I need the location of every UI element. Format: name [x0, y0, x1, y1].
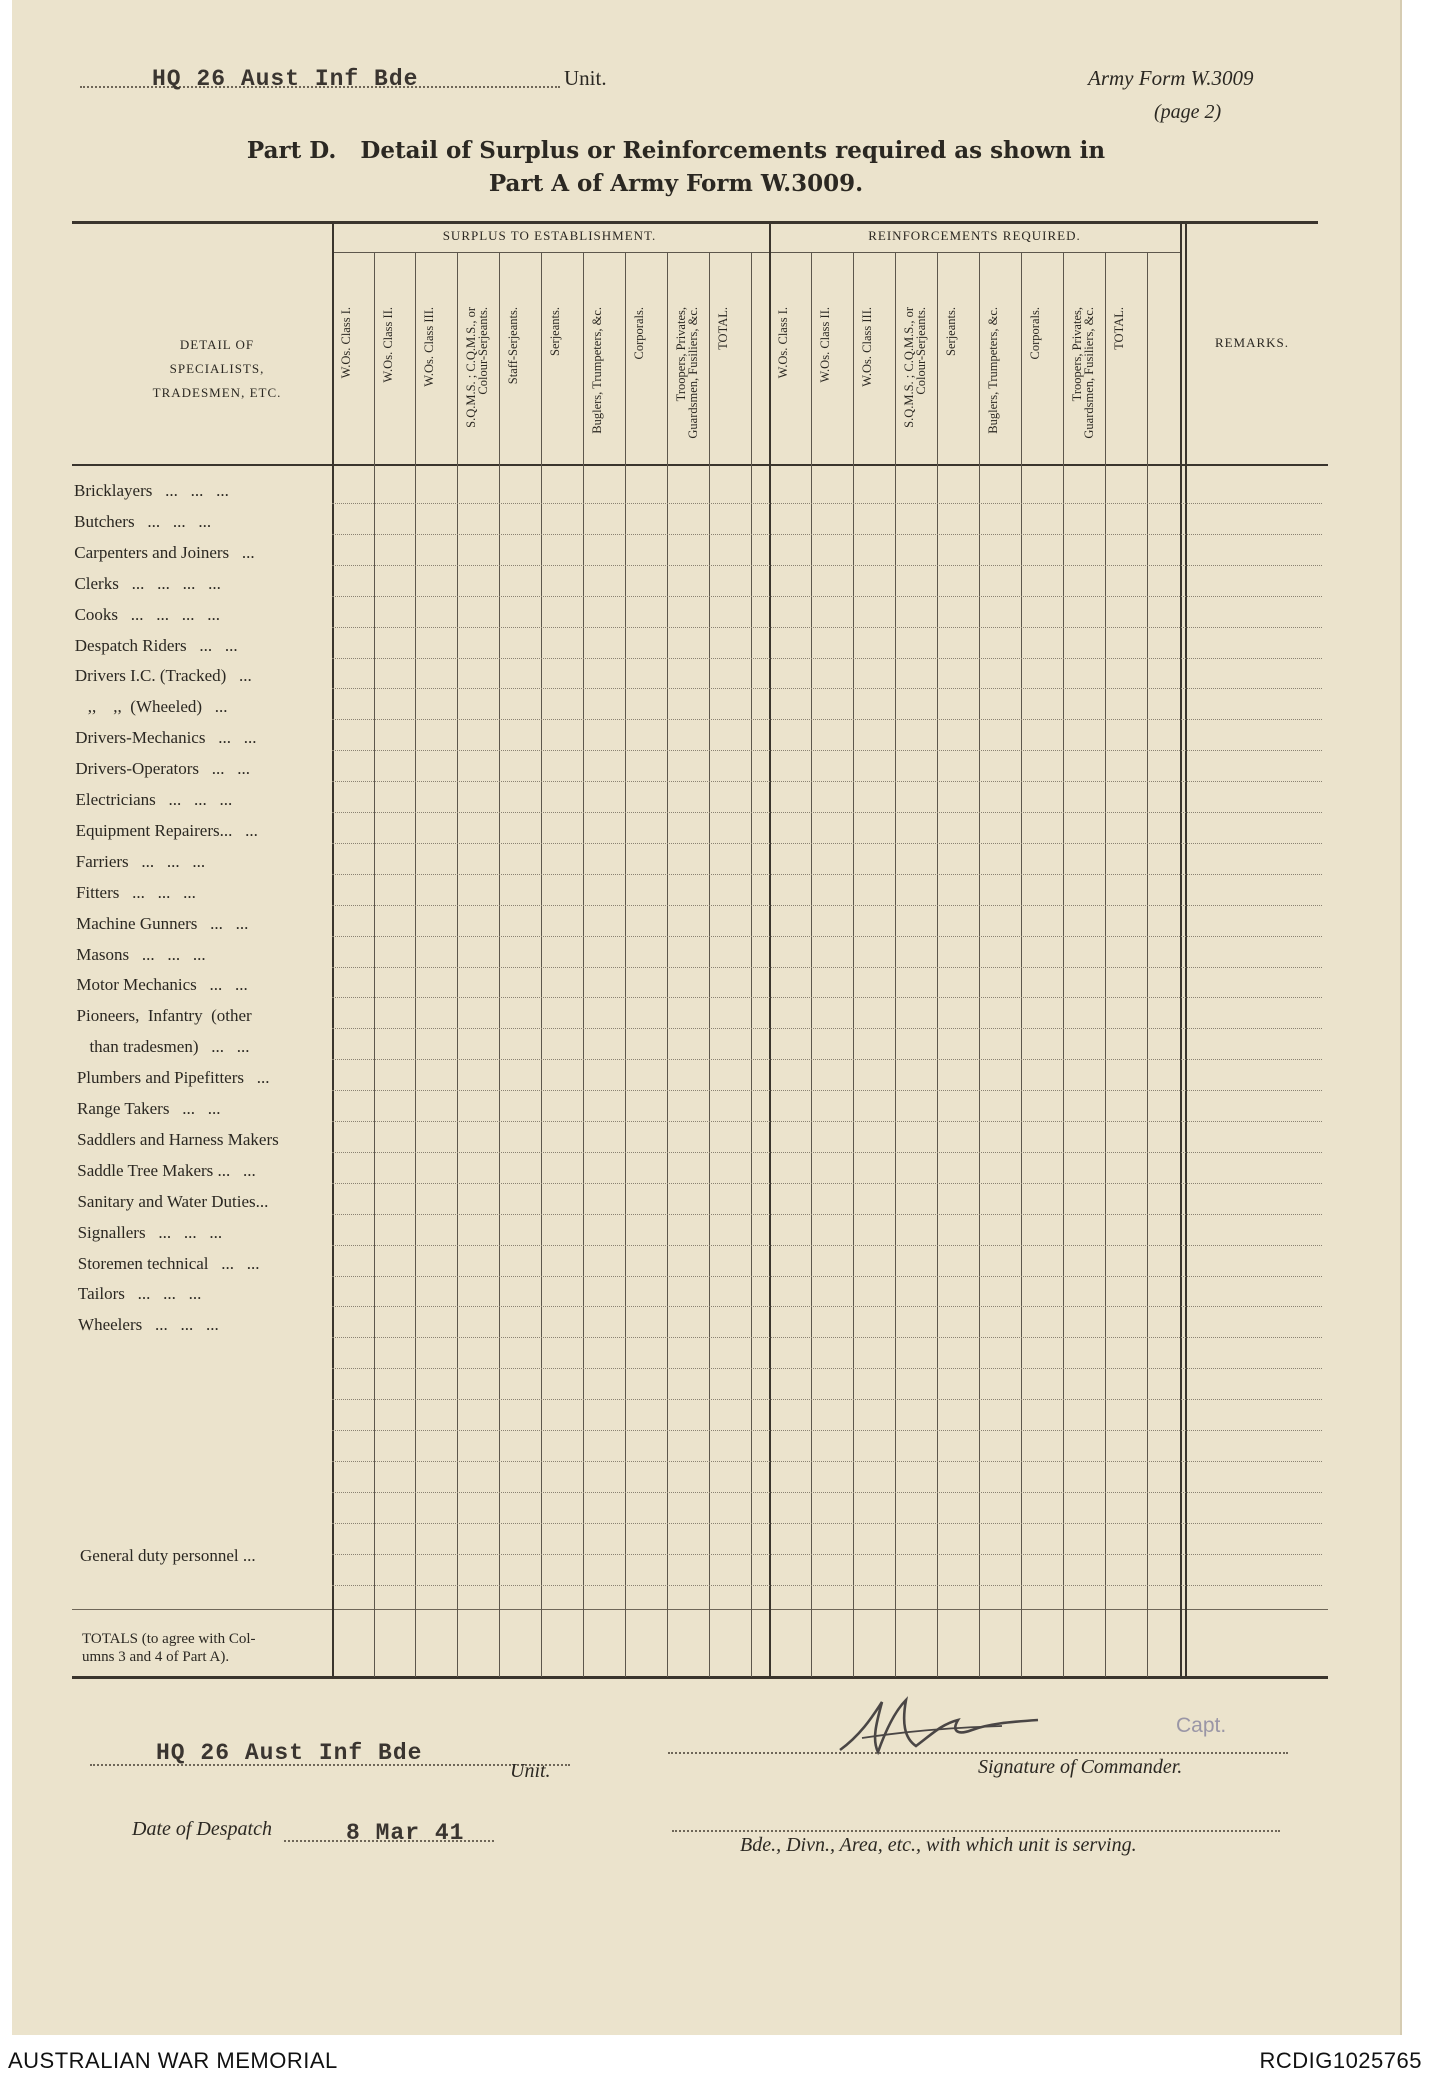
surplus-col-header-4: Staff-Serjeants.: [506, 307, 520, 385]
surplus-column-line-3: [499, 252, 500, 1677]
row-label: Signallers ... ... ...: [77, 1223, 223, 1242]
surplus-column-line-4: [541, 252, 542, 1677]
unit-value: HQ 26 Aust Inf Bde: [152, 66, 419, 92]
row-dotted-line: [332, 1245, 1322, 1246]
row-label: Saddlers and Harness Makers: [77, 1130, 279, 1149]
table-top-rule: [72, 221, 1318, 224]
row-label: Sanitary and Water Duties...: [77, 1192, 269, 1211]
form-sheet: [12, 0, 1402, 2035]
totals-label-2: umns 3 and 4 of Part A).: [82, 1649, 230, 1665]
reinforcement-col-header-4: Serjeants.: [944, 307, 958, 356]
unit-label: Unit.: [564, 66, 607, 90]
totals-label-1: TOTALS (to agree with Col-: [82, 1631, 256, 1647]
row-dotted-line: [332, 1523, 1322, 1524]
reinforcement-column-line-2: [895, 252, 896, 1677]
surplus-column-line-6: [625, 252, 626, 1677]
date-value: 8 Mar 41: [346, 1820, 465, 1846]
reinforcement-column-line-6: [1063, 252, 1064, 1677]
row-label: Pioneers, Infantry (other: [76, 1006, 252, 1025]
surplus-column-line-5: [583, 252, 584, 1677]
row-dotted-line: [332, 1090, 1322, 1091]
row-dotted-line: [332, 1461, 1322, 1462]
detail-header: DETAIL OF SPECIALISTS, TRADESMEN, ETC.: [152, 337, 282, 400]
row-label: Fitters ... ... ...: [75, 883, 196, 902]
row-label: Carpenters and Joiners ...: [74, 543, 255, 562]
row-label: Machine Gunners ... ...: [76, 914, 249, 933]
surplus-column-line-0: [374, 252, 375, 1677]
title-line-2: Part A of Army Form W.3009.: [488, 170, 864, 197]
row-label: Electricians ... ... ...: [75, 790, 233, 809]
row-label: Tailors ... ... ...: [77, 1284, 202, 1303]
row-dotted-line: [332, 967, 1322, 968]
reinforcement-col-header-8: TOTAL.: [1112, 307, 1126, 350]
surplus-col-header-8: Troopers, Privates, Guardsmen, Fusiliers, &c.: [674, 307, 700, 439]
reinforcement-col-header-7: Troopers, Privates, Guardsmen, Fusiliers, &c.: [1070, 307, 1096, 439]
date-label: Date of Despatch: [132, 1818, 272, 1840]
row-dotted-line: [332, 936, 1322, 937]
form-name: Army Form W.3009: [1088, 66, 1254, 90]
surplus-col-header-9: TOTAL.: [716, 307, 730, 350]
row-label: Masons ... ... ...: [76, 945, 206, 964]
row-label: Despatch Riders ... ...: [74, 636, 238, 655]
row-dotted-line: [332, 565, 1322, 566]
reinforcement-column-line-5: [1021, 252, 1022, 1677]
major-column-line-0: [332, 221, 334, 1677]
row-label: Butchers ... ... ...: [74, 512, 212, 531]
remarks-header: REMARKS.: [1214, 335, 1290, 350]
row-label: Bricklayers ... ... ...: [74, 481, 229, 500]
row-dotted-line: [332, 781, 1322, 782]
surplus-col-header-6: Buglers, Trumpeters, &c.: [590, 307, 604, 434]
row-label: Saddle Tree Makers ... ...: [77, 1161, 256, 1180]
reinforcement-col-header-2: W.Os. Class III.: [860, 307, 874, 387]
row-dotted-line: [332, 1337, 1322, 1338]
row-dotted-line: [332, 1585, 1322, 1586]
row-dotted-line: [332, 503, 1322, 504]
row-dotted-line: [332, 1214, 1322, 1215]
table-bottom-rule: [72, 1676, 1328, 1679]
row-dotted-line: [332, 843, 1322, 844]
row-dotted-line: [332, 905, 1322, 906]
reinforcement-col-header-0: W.Os. Class I.: [776, 307, 790, 379]
row-dotted-line: [332, 1368, 1322, 1369]
reinforcement-column-line-1: [853, 252, 854, 1677]
surplus-col-header-3: S.Q.M.S. ; C.Q.M.S., or Colour-Serjeants.: [464, 307, 490, 428]
surplus-col-header-1: W.Os. Class II.: [381, 307, 395, 383]
row-dotted-line: [332, 1276, 1322, 1277]
surplus-col-header-2: W.Os. Class III.: [422, 307, 436, 387]
row-dotted-line: [332, 627, 1322, 628]
row-label: Storemen technical ... ...: [77, 1254, 260, 1273]
surplus-total-line: [751, 252, 752, 1677]
archive-credit: AUSTRALIAN WAR MEMORIAL: [8, 2048, 338, 2073]
reinforcement-column-line-0: [811, 252, 812, 1677]
reinforcement-column-line-7: [1105, 252, 1106, 1677]
reinforcement-col-header-3: S.Q.M.S. ; C.Q.M.S., or Colour-Serjeants.: [902, 307, 928, 428]
row-dotted-line: [332, 997, 1322, 998]
general-duty-label: General duty personnel ...: [80, 1546, 256, 1565]
surplus-header: SURPLUS TO ESTABLISHMENT.: [442, 228, 657, 243]
signature-rank-stamp: Capt.: [1176, 1714, 1227, 1737]
row-label: Equipment Repairers... ...: [75, 821, 258, 840]
serving-dotline: [672, 1830, 1280, 1832]
row-label: Plumbers and Pipefitters ...: [76, 1068, 270, 1087]
reinforcement-column-line-4: [979, 252, 980, 1677]
detail-table: [72, 221, 1328, 1679]
major-column-line-1: [769, 221, 771, 1677]
row-dotted-line: [332, 1152, 1322, 1153]
row-dotted-line: [332, 1028, 1322, 1029]
footer-unit-value: HQ 26 Aust Inf Bde: [156, 1740, 423, 1766]
row-dotted-line: [332, 688, 1322, 689]
group-header-rule: [332, 252, 1180, 253]
row-dotted-line: [332, 1554, 1322, 1555]
row-label: Drivers-Operators ... ...: [75, 759, 251, 778]
surplus-col-header-0: W.Os. Class I.: [339, 307, 353, 379]
reinforcement-total-line: [1147, 252, 1148, 1677]
row-label: Clerks ... ... ... ...: [74, 574, 221, 593]
title-line-1: Part D. Detail of Surplus or Reinforcements required as shown in: [246, 137, 1106, 164]
row-label: Motor Mechanics ... ...: [76, 975, 248, 994]
commander-signature: [832, 1694, 1052, 1764]
row-label: Drivers-Mechanics ... ...: [75, 728, 257, 747]
row-label: Range Takers ... ...: [77, 1099, 221, 1118]
row-dotted-line: [332, 596, 1322, 597]
footer-unit-label: Unit.: [510, 1760, 551, 1782]
row-dotted-line: [332, 750, 1322, 751]
surplus-col-header-5: Serjeants.: [548, 307, 562, 356]
row-dotted-line: [332, 1492, 1322, 1493]
surplus-column-line-7: [667, 252, 668, 1677]
serving-label: Bde., Divn., Area, etc., with which unit is serving.: [740, 1834, 1137, 1856]
row-dotted-line: [332, 1306, 1322, 1307]
surplus-column-line-1: [415, 252, 416, 1677]
reinforcement-col-header-6: Corporals.: [1028, 307, 1042, 360]
row-dotted-line: [332, 1430, 1322, 1431]
surplus-column-line-8: [709, 252, 710, 1677]
reinforcements-header: REINFORCEMENTS REQUIRED.: [868, 228, 1081, 243]
row-label: Cooks ... ... ... ...: [74, 605, 221, 624]
row-label: Drivers I.C. (Tracked) ...: [74, 666, 252, 685]
page-number: (page 2): [1154, 101, 1222, 123]
major-column-line-3: [1185, 221, 1187, 1677]
header-bottom-rule: [72, 464, 1328, 466]
row-dotted-line: [332, 1121, 1322, 1122]
row-label: ,, ,, (Wheeled) ...: [75, 697, 228, 716]
row-dotted-line: [332, 1183, 1322, 1184]
reinforcement-column-line-3: [937, 252, 938, 1677]
row-label: Farriers ... ... ...: [75, 852, 206, 871]
row-dotted-line: [332, 719, 1322, 720]
row-label: Wheelers ... ... ...: [78, 1315, 219, 1334]
row-dotted-line: [332, 1059, 1322, 1060]
row-dotted-line: [332, 658, 1322, 659]
row-label: than tradesmen) ... ...: [76, 1037, 250, 1056]
row-dotted-line: [332, 812, 1322, 813]
surplus-col-header-7: Corporals.: [632, 307, 646, 360]
surplus-column-line-2: [457, 252, 458, 1677]
archive-id: RCDIG1025765: [1259, 2048, 1422, 2073]
totals-top-rule: [72, 1609, 1328, 1610]
reinforcement-col-header-5: Buglers, Trumpeters, &c.: [986, 307, 1000, 434]
row-dotted-line: [332, 534, 1322, 535]
row-dotted-line: [332, 1399, 1322, 1400]
signature-label: Signature of Commander.: [978, 1756, 1183, 1778]
reinforcement-col-header-1: W.Os. Class II.: [818, 307, 832, 383]
row-dotted-line: [332, 874, 1322, 875]
major-column-line-2: [1180, 221, 1182, 1677]
